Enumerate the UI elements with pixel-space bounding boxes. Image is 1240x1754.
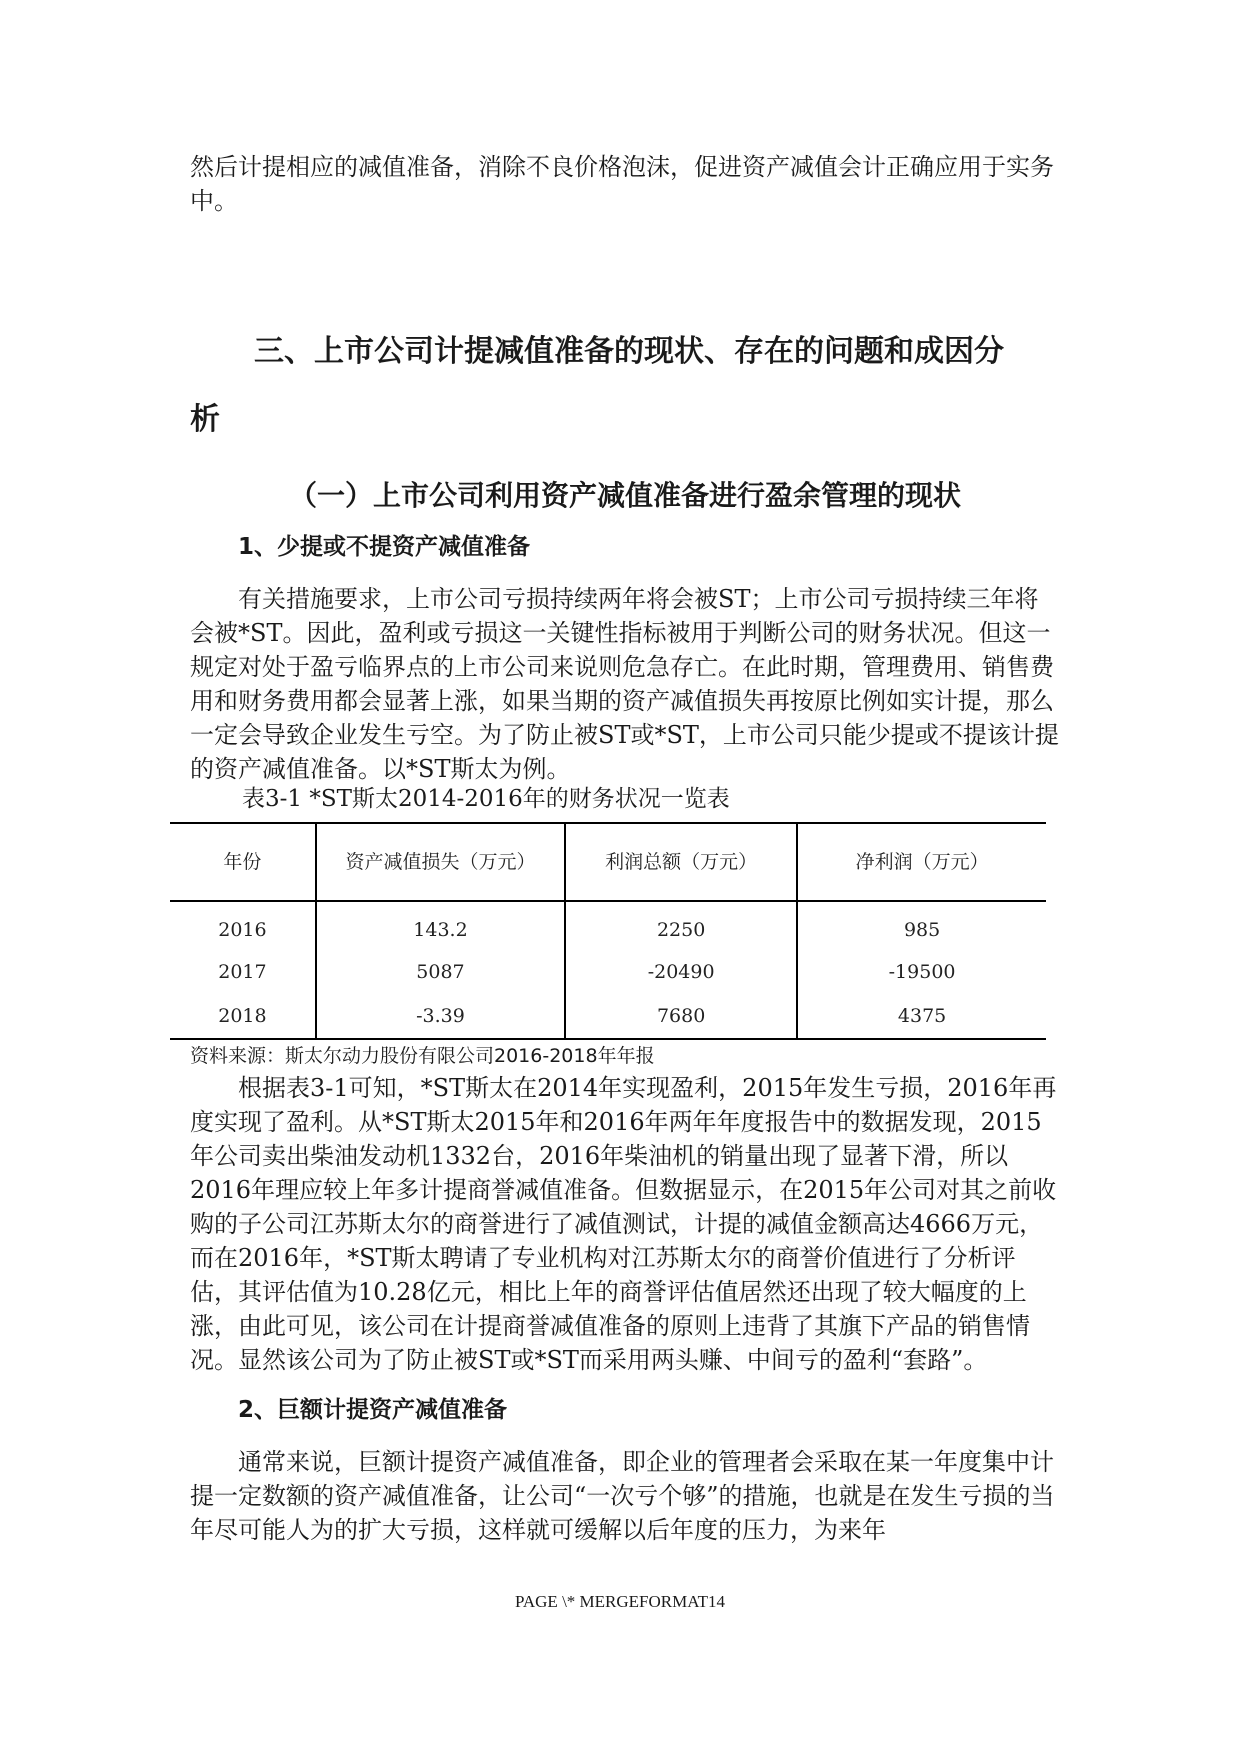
section-heading xyxy=(190,332,1060,440)
table-cell: 2017 xyxy=(218,961,267,983)
item2-paragraph: 通常来说，巨额计提资产减值准备，即企业的管理者会采取在某一年度集中计提一定数额的资产减值准备，让公司“一次亏个够”的措施，也就是在发生亏损的当年尽可能人为的扩大亏损，这样就可缓解以后年度的压力，为来年 xyxy=(190,1448,1055,1544)
table-cell: -3.39 xyxy=(316,994,565,1039)
table-cell: 2018 xyxy=(170,994,316,1039)
table-header-net-profit: 净利润（万元） xyxy=(797,823,1046,901)
table-header-total-profit: 利润总额（万元） xyxy=(565,823,797,901)
table-cell: 985 xyxy=(797,901,1046,950)
table-row xyxy=(170,901,1046,950)
item1-heading: 1、少提或不提资产减值准备 xyxy=(238,534,531,560)
analysis-paragraph: 根据表3-1可知，*ST斯太在2014年实现盈利，2015年发生亏损，2016年再度实现了盈利。从*ST斯太2015年和2016年两年年度报告中的数据发现，2015年公司卖出柴油发动机1332台，2016年柴油机的销量出现了显著下滑，所以2016年理应较上年多计提商誉减值准备。但数据显示，在2015年公司对其之前收购的子公司江苏斯太尔的商誉进行了减值测试，计提的减值金额高达4666万元，而在2016年，*ST斯太聘请了专业机构对江苏斯太尔的商誉价值进行了分析评估，其评估值为10.28亿元，相比上年的商誉评估值居然还出现了较大幅度的上涨，由此可见，该公司在计提商誉减值准备的原则上违背了其旗下产品的销售情况。显然该公司为了防止被ST或*ST而采用两头赚、中间亏的盈利“套路”。 xyxy=(190,1074,1057,1374)
subsection-heading: （一）上市公司利用资产减值准备进行盈余管理的现状 xyxy=(288,479,961,512)
table-cell: 143.2 xyxy=(316,901,565,950)
table-header-year: 年份 xyxy=(170,823,316,901)
table-cell: -20490 xyxy=(565,950,797,994)
table-row xyxy=(170,994,1046,1039)
table-row xyxy=(170,950,1046,994)
table-cell: -19500 xyxy=(797,950,1046,994)
table-cell: 2016 xyxy=(218,919,267,941)
item2-heading: 2、巨额计提资产减值准备 xyxy=(238,1397,508,1423)
table-header-impairment: 资产减值损失（万元） xyxy=(316,823,565,901)
table-source-note: 资料来源：斯太尔动力股份有限公司2016-2018年年报 xyxy=(190,1045,655,1067)
table-header-row xyxy=(170,823,1046,901)
item1-paragraph: 有关措施要求，上市公司亏损持续两年将会被ST；上市公司亏损持续三年将会被*ST。因此，盈利或亏损这一关键性指标被用于判断公司的财务状况。但这一规定对处于盈亏临界点的上市公司来说则危急存亡。在此时期，管理费用、销售费用和财务费用都会显著上涨，如果当期的资产减值损失再按原比例如实计提，那么一定会导致企业发生亏空。为了防止被ST或*ST，上市公司只能少提或不提该计提的资产减值准备。以*ST斯太为例。 xyxy=(190,585,1059,783)
table-cell: 2250 xyxy=(565,901,797,950)
intro-paragraph: 然后计提相应的减值准备，消除不良价格泡沫，促进资产减值会计正确应用于实务中。 xyxy=(190,153,1054,215)
table-cell: 7680 xyxy=(565,994,797,1039)
financial-table xyxy=(170,822,1046,1040)
table-caption: 表3-1 *ST斯太2014-2016年的财务状况一览表 xyxy=(242,786,730,812)
section-heading-line1: 三、上市公司计提减值准备的现状、存在的问题和成因分 xyxy=(254,334,1004,369)
page-footer: PAGE \* MERGEFORMAT14 xyxy=(514,1592,726,1611)
table-cell: 4375 xyxy=(797,994,1046,1039)
table-cell: 5087 xyxy=(316,950,565,994)
section-heading-line2: 析 xyxy=(190,402,220,437)
